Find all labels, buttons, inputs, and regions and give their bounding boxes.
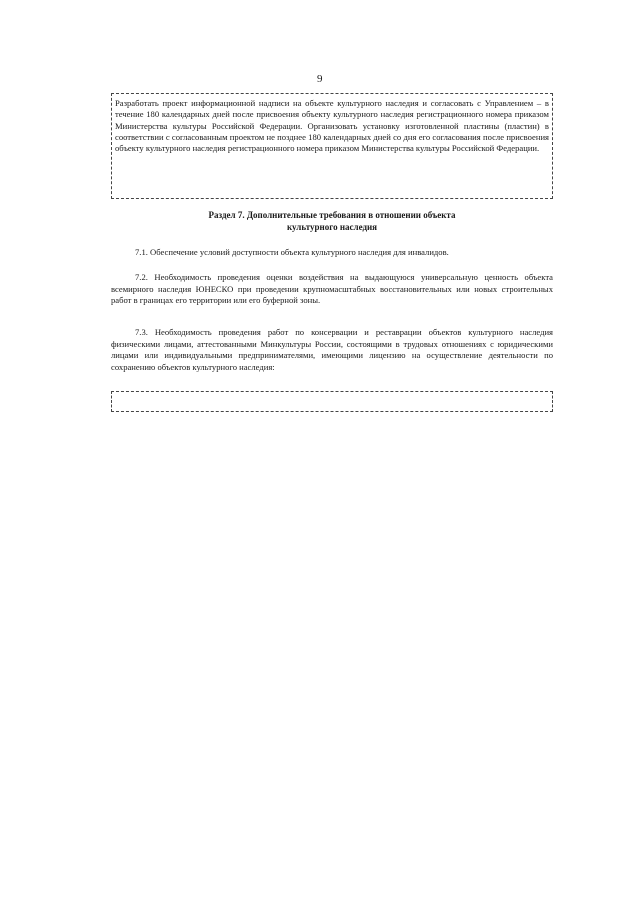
item-7-2: 7.2. Необходимость проведения оценки воздействия на выдающуюся универсальную ценность объекта всемирного наследия ЮНЕСКО при проведении крупномасштабных восстановительных или новых строительных работ в границах его территории или его буферной зоны. [111, 272, 553, 306]
information-plaque-requirement-text: Разработать проект информационной надписи на объекте культурного наследия и согласовать с Управлением – в течение 180 календарных дней после присвоения объекту культурного наследия регистрационного номера приказом Министерства культуры Российской Федерации. Организовать установку изготовленной пластины (пластин) в соответствии с согласованным проектом не позднее 180 календарных дней со дня его согласования после присвоения объекту культурного наследия регистрационного номера приказом Министерства культуры Российской Федерации. [115, 98, 549, 154]
item-7-3: 7.3. Необходимость проведения работ по консервации и реставрации объектов культурного наследия физическими лицами, аттестованными Минкультуры России, состоящими в трудовых отношениях с юридическими лицами или индивидуальными предпринимателями, имеющими лицензию на осуществление деятельности по сохранению объектов культурного наследия: [111, 327, 553, 372]
section-7-title-line-1: Раздел 7. Дополнительные требования в отношении объекта [208, 210, 456, 220]
empty-answer-box [111, 391, 553, 412]
item-7-1: 7.1. Обеспечение условий доступности объекта культурного наследия для инвалидов. [135, 247, 449, 257]
page-number: 9 [317, 73, 323, 85]
section-7-title-line-2: культурного наследия [286, 222, 378, 232]
section-7-title [111, 209, 553, 233]
information-plaque-requirement-box [111, 93, 553, 199]
